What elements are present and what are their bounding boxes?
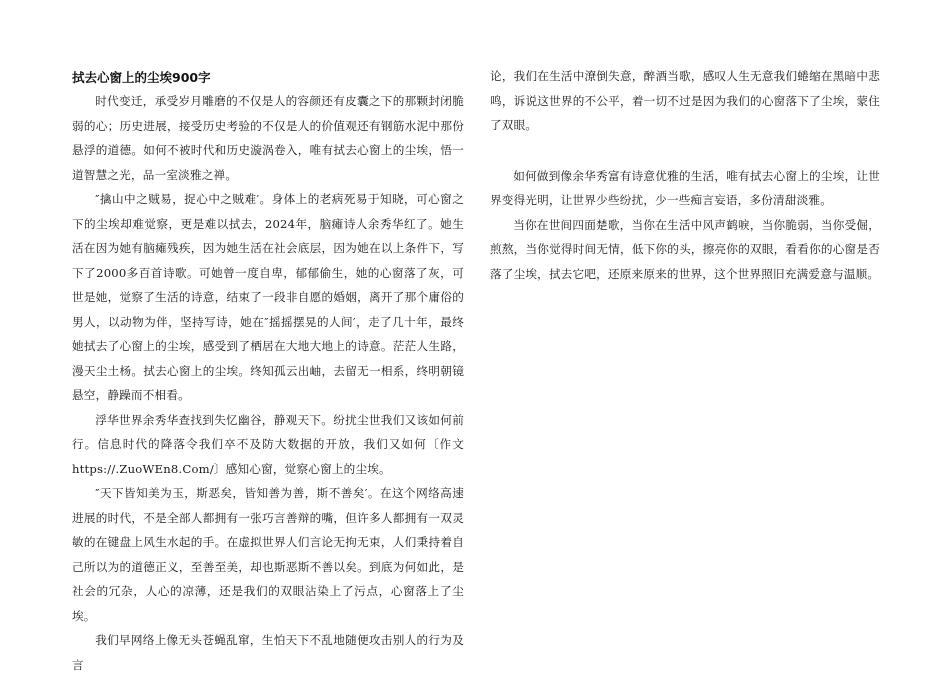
paragraph: 时代变迁，承受岁月雕磨的不仅是人的容颜还有皮囊之下的那颗封闭脆弱的心；历史进展，接受历史考验的不仅是人的价值观还有钢筋水泥中那份悬浮的道德。如何不被时代和历史漩涡卷入，唯有拭去心窗上的尘埃，悟一道智慧之光，品一室淡雅之禅。 (72, 94, 464, 182)
paragraph: ″天下皆知美为玉，斯恶矣，皆知善为善，斯不善矣′。在这个网络高速进展的时代，不是全部人都拥有一张巧言善辩的嘴，但许多人都拥有一双灵敏的在键盘上风生水起的手。在虚拟世界人们言论无拘无束，人们秉持着自己所以为的道德正义，至善至美，却也斯恶斯不善以矣。到底为何如此，是社会的冗杂，人心的凉薄，还是我们的双眼沾染上了污点，心窗落上了尘埃。 (72, 486, 464, 623)
paragraph-gap (490, 138, 880, 164)
paragraph: 我们早网络上像无头苍蝇乱窜，生怕天下不乱地随便攻击别人的行为及言 (72, 633, 464, 672)
paragraph-continued: 论，我们在生活中潦倒失意，醉酒当歌，感叹人生无意我们蜷缩在黑暗中悲鸣，诉说这世界的不公平，着一切不过是因为我们的心窗落下了尘埃，蒙住了双眼。 (490, 69, 880, 132)
paragraph: ″擒山中之贼易，捉心中之贼难′。身体上的老病死易于知晓，可心窗之下的尘埃却难觉察，更是难以拭去，2024年，脑瘫诗人余秀华红了。她生活在因为她有脑瘫残疾，因为她生活在社会底层，因为她在以上条件下，写下了2000多百首诗歌。可她曾一度自卑，郁郁偷生，她的心窗落了灰，可世是她，觉察了生活的诗意，结束了一段非自愿的婚姻，离开了那个庸俗的男人，以动物为伴，坚持写诗，她在″摇摇摆晃的人间′，走了几十年，最终她拭去了心窗上的尘埃，感受到了栖居在大地大地上的诗意。茫茫人生路，漫天尘土杨。拭去心窗上的尘埃。终知孤云出岫，去留无一相系，终明朝镜悬空，静躁而不相看。 (72, 192, 464, 402)
right-column (490, 64, 880, 286)
paragraph: 浮华世界余秀华查找到失忆幽谷，静观天下。纷扰尘世我们又该如何前行。信息时代的降落令我们卒不及防大数据的开放，我们又如何〔作文https://.ZuoWEn8.Com/〕感知心窗，觉察心窗上的尘埃。 (72, 412, 464, 476)
document-title: 拭去心窗上的尘埃900字 (72, 70, 211, 85)
paragraph: 当你在世间四面楚歌，当你在生活中风声鹤唳，当你脆弱，当你受倔，煎熬，当你觉得时间无情，低下你的头，擦亮你的双眼，看看你的心窗是否落了尘埃，拭去它吧，还原来原来的世界，这个世界照旧充满爱意与温顺。 (490, 217, 880, 281)
left-column (72, 64, 464, 677)
paragraph: 如何做到像余华秀富有诗意优雅的生活，唯有拭去心窗上的尘埃，让世界变得光明，让世界少些纷扰，少一些痴言妄语，多份清甜淡雅。 (490, 168, 880, 207)
